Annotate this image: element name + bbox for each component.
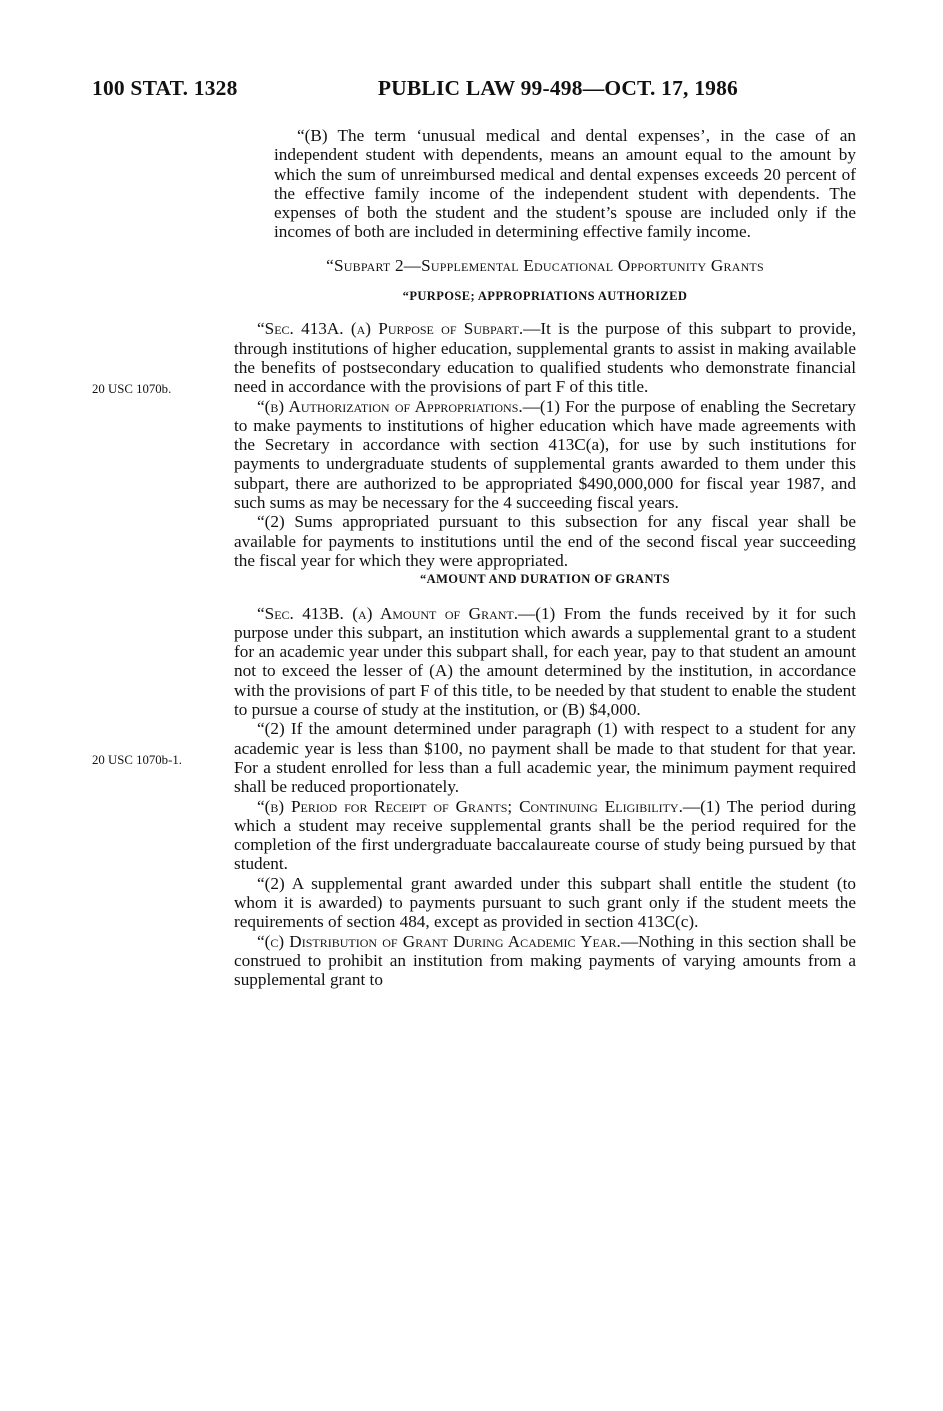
amount-duration-caption: “AMOUNT AND DURATION OF GRANTS [420, 572, 670, 587]
section-413b-b2: “(2) A supplemental grant awarded under this subpart shall entitle the student (to whom it is awarded) to payments pursuant to such grant only if the student meets the requirements of section 484, except as provided in section 413C(c). [234, 873, 856, 932]
section-413a-b [234, 397, 856, 513]
section-413b-b-label: “(b) Period for Receipt of Grants; Continuing Eligibility. [257, 796, 683, 816]
section-413a-text: —It is the purpose of this subpart to provide, through institutions of higher education, supplemental grants to assist in making available the benefits of postsecondary education to qualified students who demonstrate financial need in accordance with the provisions of part F of this title. [234, 319, 856, 397]
section-413b-c [234, 932, 856, 990]
section-413a-b-label: “(b) Authorization of Appropriations. [257, 396, 523, 416]
section-413b-b-text: —(1) The period during which a student may receive supplemental grants shall be the period required for the completion of the first undergraduate baccalaureate course of study being pursued by that student. [234, 796, 857, 874]
statute-page-number: 100 STAT. 1328 [92, 76, 238, 100]
section-413a-label: “Sec. 413A. (a) Purpose of Subpart. [257, 319, 524, 339]
section-413b-a [234, 604, 856, 720]
section-413b-a2: “(2) If the amount determined under paragraph (1) with respect to a student for any academic year is less than $100, no payment shall be made to that student for that year. For a student enrolled for less than a full academic year, the minimum payment required shall be reduced proportionately. [234, 719, 856, 797]
section-413a-b2: “(2) Sums appropriated pursuant to this subsection for any fiscal year shall be available for payments to institutions until the end of the second fiscal year succeeding the fiscal year for which they were appropriated. [234, 512, 856, 570]
section-413b-c-text: —Nothing in this section shall be construed to prohibit an institution from making payments of varying amounts from a supplemental grant to [234, 931, 856, 990]
purpose-caption: “PURPOSE; APPROPRIATIONS AUTHORIZED [402, 289, 688, 304]
public-law-title: PUBLIC LAW 99-498—OCT. 17, 1986 [377, 76, 738, 100]
section-413b-b [234, 797, 856, 874]
running-header [92, 76, 738, 101]
section-413b-label: “Sec. 413B. (a) Amount of Grant. [257, 603, 519, 623]
paragraph-b-unusual-expenses: “(B) The term ‘unusual medical and dental expenses’, in the case of an independent student with dependents, means an amount equal to the amount by which the sum of unreimbursed medical and dental expenses exceeds 20 percent of the effective family income of the independent student with dependents. The expenses of both the student and the student’s spouse are included only if the incomes of both are included in determining effective family income. [274, 126, 856, 242]
page-body [234, 126, 856, 989]
section-413a-b-text: —(1) For the purpose of enabling the Secretary to make payments to institutions of higher education which have made agreements with the Secretary in accordance with section 413C(a), for use by such institutions for payments to undergraduate students of supplemental grants awarded to them under this subpart, there are authorized to be appropriated $490,000,000 for fiscal year 1987, and such sums as may be necessary for the 4 succeeding fiscal years. [234, 396, 856, 513]
margin-citation-1070b: 20 USC 1070b. [92, 382, 172, 396]
section-413b-c-label: “(c) Distribution of Grant During Academic Year. [257, 931, 621, 951]
section-413a-a [234, 319, 856, 396]
section-413b-text: —(1) From the funds received by it for such purpose under this subpart, an institution which awards a supplemental grant to a student for an academic year under this subpart shall, for each year, pay to that student an amount not to exceed the lesser of (A) the amount determined by the institution, in accordance with the provisions of part F of this title, to be needed by that student to enable the student to pursue a course of study at the institution, or (B) $4,000. [234, 603, 856, 720]
margin-citation-1070b-1: 20 USC 1070b-1. [92, 753, 182, 767]
subpart-2-heading: “Subpart 2—Supplemental Educational Opportunity Grants [326, 255, 764, 275]
